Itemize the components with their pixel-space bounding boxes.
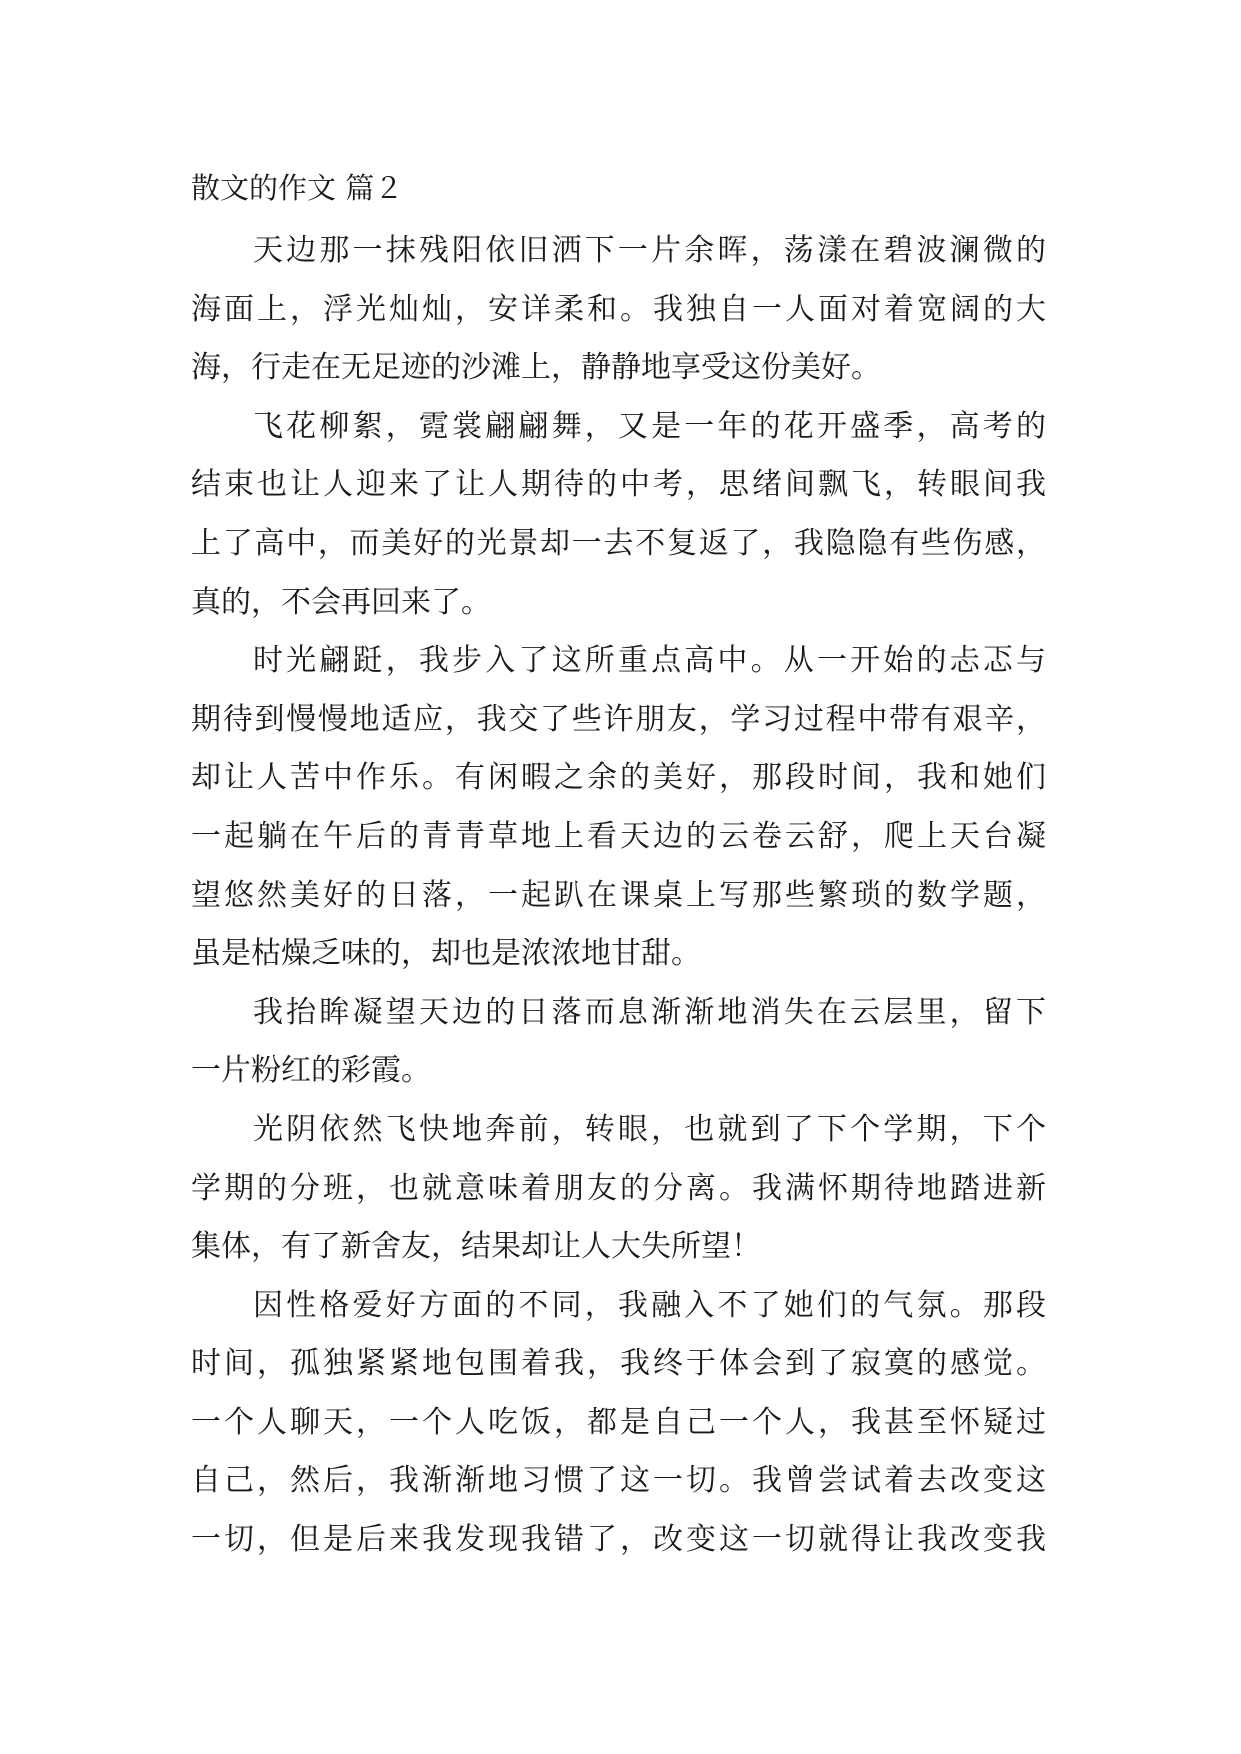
text-line: 上了高中，而美好的光景却一去不复返了，我隐隐有些伤感， xyxy=(191,525,1046,561)
text-line: 望悠然美好的日落，一起趴在课桌上写那些繁琐的数学题， xyxy=(191,877,1046,913)
text-line: 自己，然后，我渐渐地习惯了这一切。我曾尝试着去改变这 xyxy=(191,1463,1046,1499)
text-line: 飞花柳絮，霓裳翩翩舞，又是一年的花开盛季，高考的 xyxy=(253,408,1046,444)
text-line: 虽是枯燥乏味的，却也是浓浓地甘甜。 xyxy=(191,936,701,972)
article-body xyxy=(191,222,1046,1570)
text-line: 一片粉红的彩霞。 xyxy=(191,1053,431,1089)
text-line: 因性格爱好方面的不同，我融入不了她们的气氛。那段 xyxy=(253,1287,1046,1323)
text-line: 时光翩跹，我步入了这所重点高中。从一开始的忐忑与 xyxy=(253,643,1046,679)
text-line: 一起躺在午后的青青草地上看天边的云卷云舒，爬上天台凝 xyxy=(191,818,1046,854)
text-line: 却让人苦中作乐。有闲暇之余的美好，那段时间，我和她们 xyxy=(191,760,1046,796)
text-line: 海面上，浮光灿灿，安详柔和。我独自一人面对着宽阔的大 xyxy=(191,291,1046,327)
text-line: 真的，不会再回来了。 xyxy=(191,584,491,620)
article xyxy=(191,168,1046,1570)
text-line: 海，行走在无足迹的沙滩上，静静地享受这份美好。 xyxy=(191,350,881,386)
text-line: 期待到慢慢地适应，我交了些许朋友，学习过程中带有艰辛， xyxy=(191,701,1046,737)
text-line: 天边那一抹残阳依旧洒下一片余晖，荡漾在碧波澜微的 xyxy=(253,233,1046,268)
text-line: 一个人聊天，一个人吃饭，都是自己一个人，我甚至怀疑过 xyxy=(191,1404,1046,1440)
text-line: 学期的分班，也就意味着朋友的分离。我满怀期待地踏进新 xyxy=(191,1170,1046,1206)
text-line: 我抬眸凝望天边的日落而息渐渐地消失在云层里，留下 xyxy=(253,994,1046,1030)
text-line: 光阴依然飞快地奔前，转眼，也就到了下个学期，下个 xyxy=(253,1111,1046,1147)
article-heading: 散文的作文 篇２ xyxy=(191,171,404,205)
text-line: 结束也让人迎来了让人期待的中考，思绪间飘飞，转眼间我 xyxy=(191,467,1046,503)
text-line: 时间，孤独紧紧地包围着我，我终于体会到了寂寞的感觉。 xyxy=(191,1346,1046,1382)
text-line: 一切，但是后来我发现我错了，改变这一切就得让我改变我 xyxy=(191,1522,1046,1558)
text-line: 集体，有了新舍友，结果却让人大失所望！ xyxy=(191,1229,761,1265)
